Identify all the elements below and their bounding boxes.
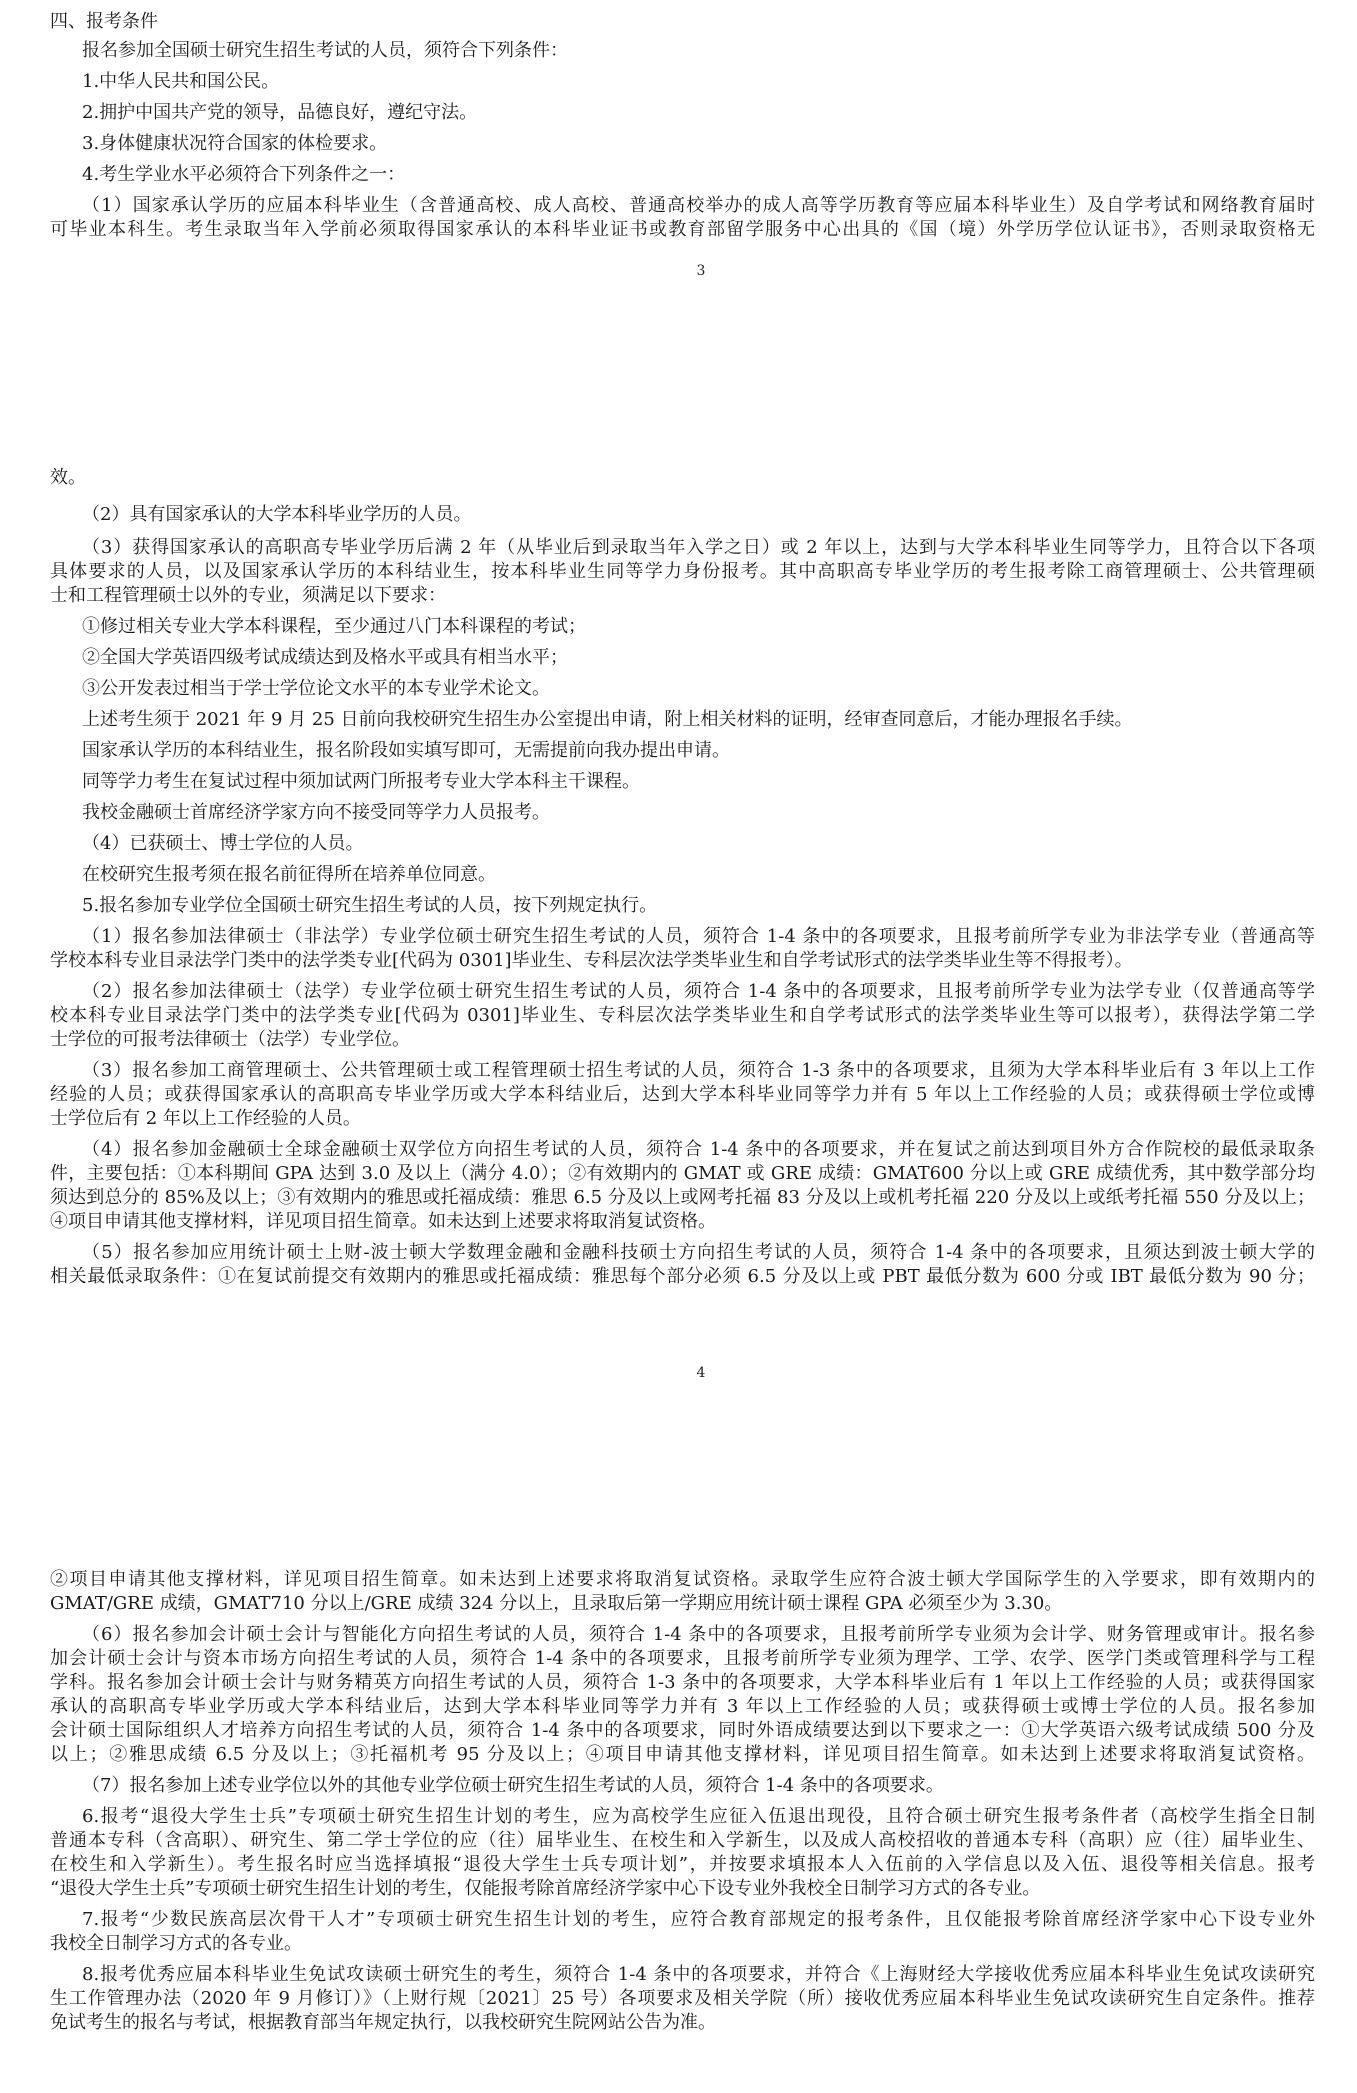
text-line: （4）报名参加金融硕士全球金融硕士双学位方向招生考试的人员，须符合 1-4 条中的各项要求，并在复试之前达到项目外方合作院校的最低录取条 bbox=[82, 1139, 1315, 1160]
text-line: 报名参加全国硕士研究生招生考试的人员，须符合下列条件： bbox=[82, 40, 568, 61]
text-line: 免试考生的报名与考试，根据教育部当年规定执行，以我校研究生院网站公告为准。 bbox=[50, 2012, 716, 2033]
text-line: 同等学力考生在复试过程中须加试两门所报考专业大学本科主干课程。 bbox=[82, 771, 640, 792]
text-line: 上述考生须于 2021 年 9 月 25 日前向我校研究生招生办公室提出申请，附上相关材料的证明，经审查同意后，才能办理报名手续。 bbox=[82, 709, 1133, 730]
text-line: 经验的人员；或获得国家承认的高职高专毕业学历或大学本科结业后，达到大学本科毕业同等学力并有 5 年以上工作经验的人员；或获得硕士学位或博 bbox=[50, 1084, 1315, 1105]
text-line: 校本科专业目录法学门类中的法学类专业[代码为 0301]毕业生、专科层次法学类毕业生和自学考试形式的法学类毕业生等可以报考），获得法学第二学 bbox=[50, 1005, 1315, 1026]
text-line: 8.报考优秀应届本科毕业生免试攻读硕士研究生的考生，须符合 1-4 条中的各项要求，并符合《上海财经大学接收优秀应届本科毕业生免试攻读研究 bbox=[82, 1964, 1315, 1985]
text-line: 四、报考条件 bbox=[50, 11, 158, 32]
text-line: （6）报名参加会计硕士会计与智能化方向招生考试的人员，须符合 1-4 条中的各项要求，且报考前所学专业须为会计学、财务管理或审计。报名参 bbox=[82, 1624, 1315, 1645]
text-line: （1）国家承认学历的应届本科毕业生（含普通高校、成人高校、普通高校举办的成人高等学历教育等应届本科毕业生）及自学考试和网络教育届时 bbox=[82, 195, 1315, 216]
text-line: 具体要求的人员，以及国家承认学历的本科结业生，按本科毕业生同等学力身份报考。其中高职高专毕业学历的考生报考除工商管理硕士、公共管理硕 bbox=[50, 561, 1315, 582]
text-line: 效。 bbox=[50, 467, 86, 488]
text-line: 须达到总分的 85%及以上；③有效期内的雅思或托福成绩：雅思 6.5 分及以上或网考托福 83 分及以上或机考托福 220 分及以上或纸考托福 550 分及以上； bbox=[50, 1187, 1315, 1208]
text-line: 4.考生学业水平必须符合下列条件之一： bbox=[82, 164, 406, 185]
text-line: 在校生和入学新生）。考生报名时应当选择填报“退役大学生士兵专项计划”，并按要求填报本人入伍前的入学信息以及入伍、退役等相关信息。报考 bbox=[50, 1854, 1315, 1875]
text-line: （1）报名参加法律硕士（非法学）专业学位硕士研究生招生考试的人员，须符合 1-4 条中的各项要求，且报考前所学专业为非法学专业（普通高等 bbox=[82, 926, 1315, 947]
text-line: （4）已获硕士、博士学位的人员。 bbox=[82, 833, 364, 854]
text-line: 承认的高职高专毕业学历或大学本科结业后，达到大学本科毕业同等学力并有 3 年以上工作经验的人员；或获得硕士或博士学位的人员。报名参加 bbox=[50, 1696, 1315, 1717]
text-line: 士和工程管理硕士以外的专业，须满足以下要求： bbox=[50, 585, 446, 606]
text-line: ③公开发表过相当于学士学位论文水平的本专业学术论文。 bbox=[82, 678, 550, 699]
text-line: 7.报考“少数民族高层次骨干人才”专项硕士研究生招生计划的考生，应符合教育部规定的报考条件，且仅能报考除首席经济学家中心下设专业外 bbox=[82, 1909, 1315, 1930]
text-line: GMAT/GRE 成绩，GMAT710 分以上/GRE 成绩 324 分以上，且录取后第一学期应用统计硕士课程 GPA 必须至少为 3.30。 bbox=[50, 1593, 1063, 1614]
text-line: 相关最低录取条件：①在复试前提交有效期内的雅思或托福成绩：雅思每个部分必须 6.5 分及以上或 PBT 最低分数为 600 分或 IBT 最低分数为 90 分； bbox=[50, 1266, 1315, 1287]
text-line: 在校研究生报考须在报名前征得所在培养单位同意。 bbox=[82, 864, 496, 885]
text-line: ①修过相关专业大学本科课程，至少通过八门本科课程的考试； bbox=[82, 616, 586, 637]
text-line: 国家承认学历的本科结业生，报名阶段如实填写即可，无需提前向我办提出申请。 bbox=[82, 740, 730, 761]
text-line: 1.中华人民共和国公民。 bbox=[82, 71, 280, 92]
text-line: （7）报名参加上述专业学位以外的其他专业学位硕士研究生招生考试的人员，须符合 1-4 条中的各项要求。 bbox=[82, 1775, 944, 1796]
text-line: ②项目申请其他支撑材料，详见项目招生简章。如未达到上述要求将取消复试资格。录取学生应符合波士顿大学国际学生的入学要求，即有效期内的 bbox=[50, 1569, 1315, 1590]
text-line: 5.报名参加专业学位全国硕士研究生招生考试的人员，按下列规定执行。 bbox=[82, 895, 658, 916]
text-line: 普通本专科（含高职）、研究生、第二学士学位的应（往）届毕业生、在校生和入学新生，以及成人高校招收的普通本专科（高职）应（往）届毕业生、 bbox=[50, 1830, 1315, 1851]
text-line: 生工作管理办法（2020 年 9 月修订）》（上财行规〔2021〕25 号）各项要求及相关学院（所）接收优秀应届本科毕业生免试攻读研究生自定条件。推荐 bbox=[50, 1988, 1315, 2009]
text-line: 2.拥护中国共产党的领导，品德良好，遵纪守法。 bbox=[82, 102, 478, 123]
text-line: （3）获得国家承认的高职高专毕业学历后满 2 年（从毕业后到录取当年入学之日）或 2 年以上，达到与大学本科毕业生同等学力，且符合以下各项 bbox=[82, 537, 1315, 558]
text-line: 我校全日制学习方式的各专业。 bbox=[50, 1933, 302, 1954]
text-line: （2）具有国家承认的大学本科毕业学历的人员。 bbox=[82, 504, 472, 525]
text-line: 学校本科专业目录法学门类中的法学类专业[代码为 0301]毕业生、专科层次法学类毕业生和自学考试形式的法学类毕业生等不得报考）。 bbox=[50, 950, 1133, 971]
text-line: 我校金融硕士首席经济学家方向不接受同等学力人员报考。 bbox=[82, 802, 550, 823]
text-line: 加会计硕士会计与资本市场方向招生考试的人员，须符合 1-4 条中的各项要求，且报考前所学专业须为理学、工学、农学、医学门类或管理科学与工程 bbox=[50, 1648, 1315, 1669]
text-line: （5）报名参加应用统计硕士上财-波士顿大学数理金融和金融科技硕士方向招生考试的人员，须符合 1-4 条中的各项要求，且须达到波士顿大学的 bbox=[82, 1242, 1315, 1263]
page-number: 3 bbox=[696, 263, 706, 279]
text-line: “退役大学生士兵”专项硕士研究生招生计划的考生，仅能报考除首席经济学家中心下设专业外我校全日制学习方式的各专业。 bbox=[50, 1878, 1041, 1899]
text-line: （2）报名参加法律硕士（法学）专业学位硕士研究生招生考试的人员，须符合 1-4 条中的各项要求，且报考前所学专业为法学专业（仅普通高等学 bbox=[82, 981, 1315, 1002]
text-line: 以上；②雅思成绩 6.5 分及以上；③托福机考 95 分及以上；④项目申请其他支撑材料，详见项目招生简章。如未达到上述要求将取消复试资格。 bbox=[50, 1744, 1315, 1765]
text-line: ②全国大学英语四级考试成绩达到及格水平或具有相当水平； bbox=[82, 647, 568, 668]
text-line: 6.报考“退役大学生士兵”专项硕士研究生招生计划的考生，应为高校学生应征入伍退出现役，且符合硕士研究生报考条件者（高校学生指全日制 bbox=[82, 1806, 1315, 1827]
text-line: 学科。报名参加会计硕士会计与财务精英方向招生考试的人员，须符合 1-3 条中的各项要求，大学本科毕业后有 1 年以上工作经验的人员；或获得国家 bbox=[50, 1672, 1315, 1693]
text-line: 会计硕士国际组织人才培养方向招生考试的人员，须符合 1-4 条中的各项要求，同时外语成绩要达到以下要求之一：①大学英语六级考试成绩 500 分及 bbox=[50, 1720, 1315, 1741]
text-line: 件，主要包括：①本科期间 GPA 达到 3.0 及以上（满分 4.0）；②有效期内的 GMAT 或 GRE 成绩：GMAT600 分以上或 GRE 成绩优秀，其中数学部分均 bbox=[50, 1163, 1315, 1184]
text-line: 士学位的可报考法律硕士（法学）专业学位。 bbox=[50, 1029, 410, 1050]
page-number: 4 bbox=[696, 1365, 706, 1381]
text-line: 3.身体健康状况符合国家的体检要求。 bbox=[82, 133, 388, 154]
text-line: （3）报名参加工商管理硕士、公共管理硕士或工程管理硕士招生考试的人员，须符合 1-3 条中的各项要求，且须为大学本科毕业后有 3 年以上工作 bbox=[82, 1060, 1315, 1081]
text-line: 士学位后有 2 年以上工作经验的人员。 bbox=[50, 1108, 361, 1129]
text-line: 可毕业本科生。考生录取当年入学前必须取得国家承认的本科毕业证书或教育部留学服务中心出具的《国（境）外学历学位认证书》，否则录取资格无 bbox=[50, 219, 1315, 240]
text-line: ④项目申请其他支撑材料，详见项目招生简章。如未达到上述要求将取消复试资格。 bbox=[50, 1211, 716, 1232]
